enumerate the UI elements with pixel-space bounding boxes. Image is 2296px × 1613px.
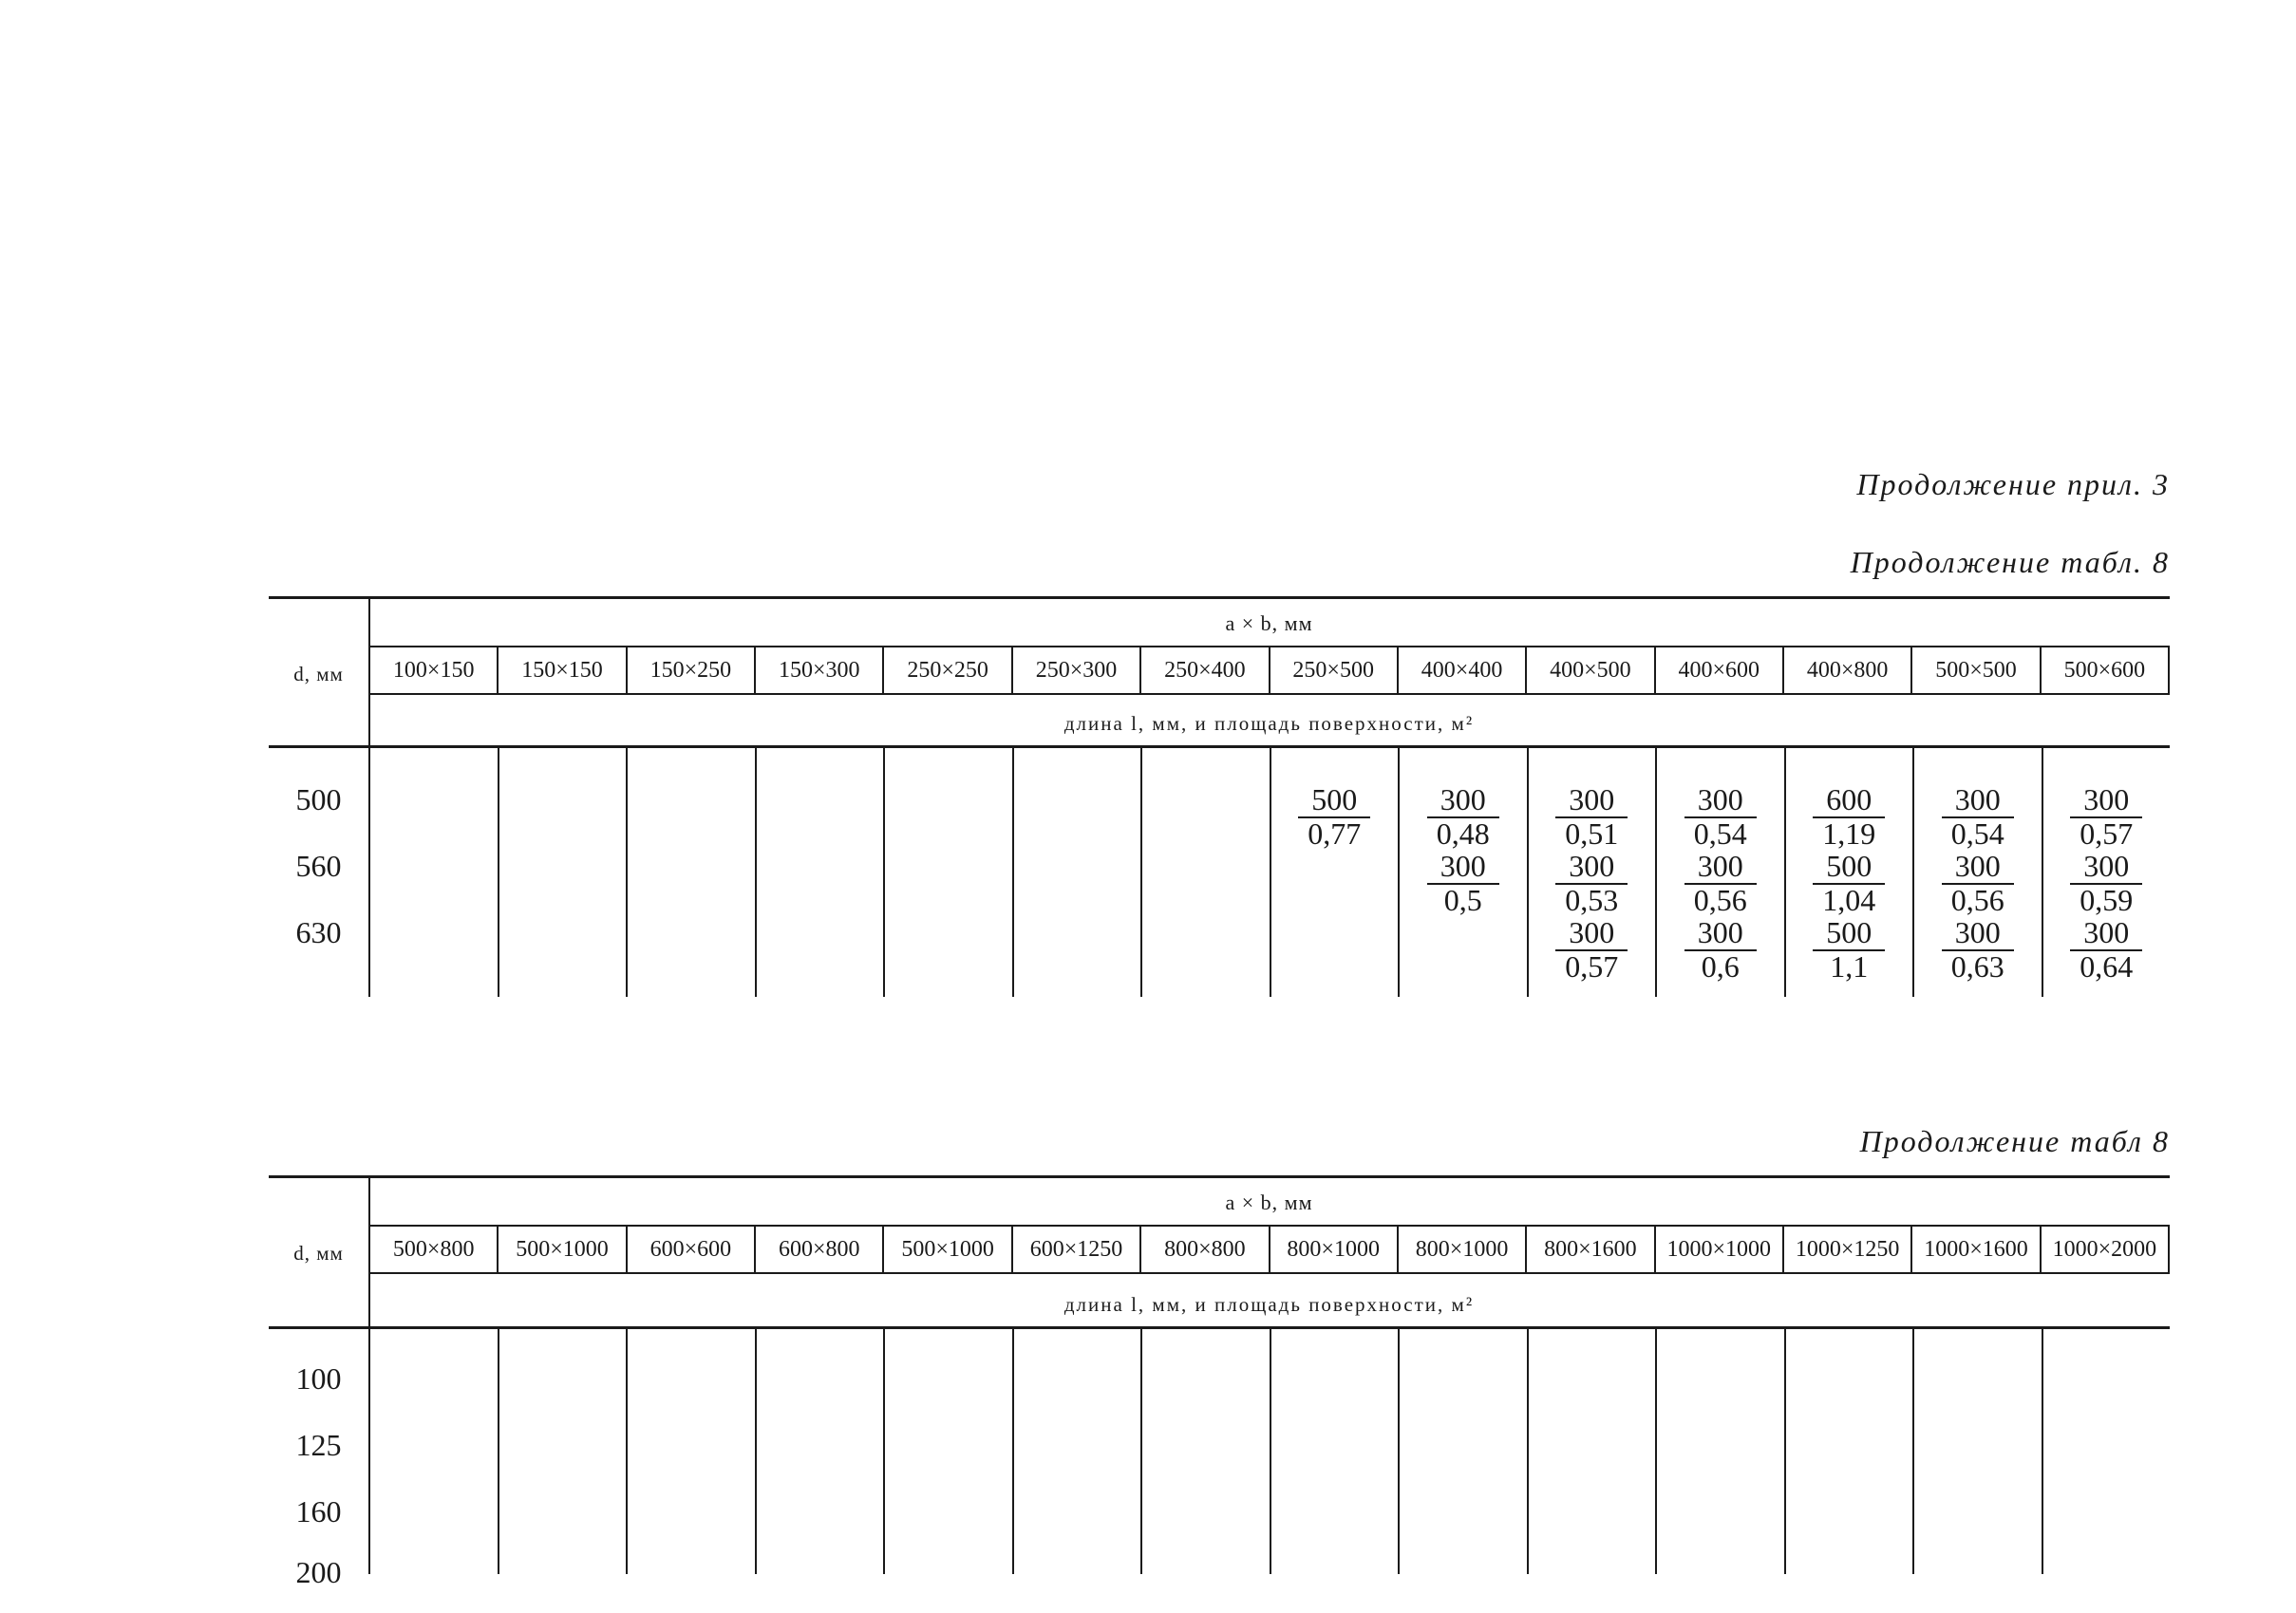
length-value: 500 — [1813, 917, 1885, 951]
size-header-cell: 150×300 — [754, 647, 882, 693]
area-value: 0,5 — [1443, 883, 1482, 917]
length-value: 300 — [1555, 784, 1628, 818]
body-column — [1912, 1329, 2042, 1574]
table-bottom-caption: Продолжение табл 8 — [1859, 1124, 2170, 1158]
area-value: 0,54 — [1950, 816, 2004, 851]
row-d-value: 200 — [295, 1555, 342, 1589]
length-area-fraction — [1298, 784, 1370, 850]
area-value: 0,6 — [1701, 949, 1740, 984]
size-header-cell: 250×300 — [1011, 647, 1139, 693]
size-header-cell: 100×150 — [392, 657, 475, 683]
length-value: 300 — [1555, 917, 1628, 951]
row-d-value: 630 — [295, 915, 342, 949]
length-value: 300 — [2070, 784, 2142, 818]
table-2-top-rule — [269, 1175, 2170, 1178]
length-area-fraction — [1813, 784, 1885, 850]
area-value: 0,63 — [1950, 949, 2004, 984]
body-column — [883, 1329, 1012, 1574]
length-area-fraction — [2070, 851, 2142, 916]
size-header-cell: 600×600 — [626, 1227, 754, 1272]
length-value: 300 — [1427, 851, 1499, 885]
area-value: 1,04 — [1822, 883, 1876, 917]
area-value: 1,19 — [1822, 816, 1876, 851]
body-column — [368, 1329, 498, 1574]
body-column — [883, 748, 1012, 997]
table-2 — [269, 1175, 2170, 1589]
body-column — [1398, 748, 1527, 997]
size-header-cell: 400×400 — [1397, 647, 1525, 693]
area-value: 0,56 — [1693, 883, 1747, 917]
size-header-cell: 250×250 — [882, 647, 1010, 693]
length-value: 500 — [1298, 784, 1370, 818]
size-header-cell: 1000×1250 — [1782, 1227, 1910, 1272]
size-header-cell: 600×800 — [754, 1227, 882, 1272]
size-header-cell: 400×800 — [1782, 647, 1910, 693]
body-column — [1784, 1329, 1913, 1574]
length-value: 300 — [1942, 851, 2014, 885]
body-column — [1012, 1329, 1141, 1574]
length-area-fraction — [1942, 917, 2014, 983]
length-value: 300 — [1684, 917, 1757, 951]
body-column — [2042, 1329, 2171, 1574]
table-1-body — [368, 748, 2170, 997]
length-value: 300 — [1684, 784, 1757, 818]
length-area-fraction — [1684, 784, 1757, 850]
area-value: 1,1 — [1830, 949, 1869, 984]
size-header-cell: 1000×1600 — [1910, 1227, 2039, 1272]
area-value: 0,64 — [2080, 949, 2134, 984]
length-value: 300 — [1555, 851, 1628, 885]
area-value: 0,59 — [2080, 883, 2134, 917]
area-value: 0,57 — [1565, 949, 1619, 984]
body-column — [1140, 748, 1270, 997]
body-column — [1527, 1329, 1656, 1574]
length-area-fraction — [1684, 851, 1757, 916]
table-top-caption: Продолжение табл. 8 — [1850, 545, 2170, 579]
length-area-fraction — [1813, 917, 1885, 983]
table-1 — [269, 596, 2170, 995]
body-column — [1784, 748, 1913, 997]
size-header-cell: 500×500 — [1910, 647, 2039, 693]
length-value: 300 — [1427, 784, 1499, 818]
size-header-cell: 500×800 — [392, 1236, 475, 1262]
size-header-cell: 800×1600 — [1525, 1227, 1653, 1272]
area-value: 0,57 — [2080, 816, 2134, 851]
length-area-fraction — [1813, 851, 1885, 916]
size-header-cell: 150×150 — [497, 647, 625, 693]
table-1-size-header — [368, 646, 2170, 695]
size-header-cell: 500×1000 — [882, 1227, 1010, 1272]
size-header-cell: 500×1000 — [497, 1227, 625, 1272]
size-header-cell: 600×1250 — [1011, 1227, 1139, 1272]
body-column — [498, 748, 627, 997]
table-2-d-label: d, мм — [293, 1242, 344, 1265]
table-2-body — [368, 1329, 2170, 1574]
area-value: 0,56 — [1950, 883, 2004, 917]
length-value: 500 — [1813, 851, 1885, 885]
size-header-cell: 250×500 — [1269, 647, 1397, 693]
size-header-cell: 800×1000 — [1269, 1227, 1397, 1272]
body-column — [755, 1329, 884, 1574]
body-column — [755, 748, 884, 997]
body-column — [626, 1329, 755, 1574]
length-value: 300 — [2070, 851, 2142, 885]
size-header-cell: 400×500 — [1525, 647, 1653, 693]
length-value: 300 — [1684, 851, 1757, 885]
body-column — [1270, 748, 1399, 997]
length-value: 300 — [1942, 784, 2014, 818]
table-2-length-label: длина l, мм, и площадь поверхности, м² — [1063, 1293, 1475, 1316]
size-header-cell: 150×250 — [626, 647, 754, 693]
length-area-fraction — [2070, 917, 2142, 983]
row-d-value: 160 — [295, 1494, 342, 1529]
size-header-cell: 500×600 — [2040, 647, 2168, 693]
size-header-cell: 800×800 — [1139, 1227, 1268, 1272]
table-1-top-rule — [269, 596, 2170, 599]
length-value: 600 — [1813, 784, 1885, 818]
body-column — [1270, 1329, 1399, 1574]
length-area-fraction — [2070, 784, 2142, 850]
row-d-value: 500 — [295, 782, 342, 816]
length-value: 300 — [1942, 917, 2014, 951]
body-column — [368, 748, 498, 997]
table-1-length-label: длина l, мм, и площадь поверхности, м² — [1063, 712, 1475, 735]
area-value: 0,54 — [1693, 816, 1747, 851]
body-column — [1655, 1329, 1784, 1574]
area-value: 0,53 — [1565, 883, 1619, 917]
table-2-axb-label: a × b, мм — [1225, 1191, 1313, 1214]
body-column — [1140, 1329, 1270, 1574]
size-header-cell: 1000×2000 — [2040, 1227, 2168, 1272]
area-value: 0,51 — [1565, 816, 1619, 851]
length-area-fraction — [1942, 784, 2014, 850]
body-column — [1912, 748, 2042, 997]
row-d-value: 125 — [295, 1428, 342, 1462]
row-d-value: 100 — [295, 1361, 342, 1396]
size-header-cell: 800×1000 — [1397, 1227, 1525, 1272]
length-area-fraction — [1427, 784, 1499, 850]
length-area-fraction — [1942, 851, 2014, 916]
body-column — [2042, 748, 2171, 997]
area-value: 0,77 — [1308, 816, 1362, 851]
size-header-cell: 400×600 — [1654, 647, 1782, 693]
area-value: 0,48 — [1436, 816, 1490, 851]
body-column — [1527, 748, 1656, 997]
table-2-size-header — [368, 1225, 2170, 1274]
length-area-fraction — [1427, 851, 1499, 916]
body-column — [1012, 748, 1141, 997]
length-area-fraction — [1555, 917, 1628, 983]
body-column — [1655, 748, 1784, 997]
length-area-fraction — [1684, 917, 1757, 983]
table-1-axb-label: a × b, мм — [1225, 611, 1313, 635]
length-area-fraction — [1555, 784, 1628, 850]
body-column — [1398, 1329, 1527, 1574]
length-value: 300 — [2070, 917, 2142, 951]
size-header-cell: 250×400 — [1139, 647, 1268, 693]
row-d-value: 560 — [295, 849, 342, 883]
body-column — [626, 748, 755, 997]
size-header-cell: 1000×1000 — [1654, 1227, 1782, 1272]
length-area-fraction — [1555, 851, 1628, 916]
appendix-caption: Продолжение прил. 3 — [1856, 467, 2170, 501]
table-1-d-label: d, мм — [293, 663, 344, 685]
body-column — [498, 1329, 627, 1574]
